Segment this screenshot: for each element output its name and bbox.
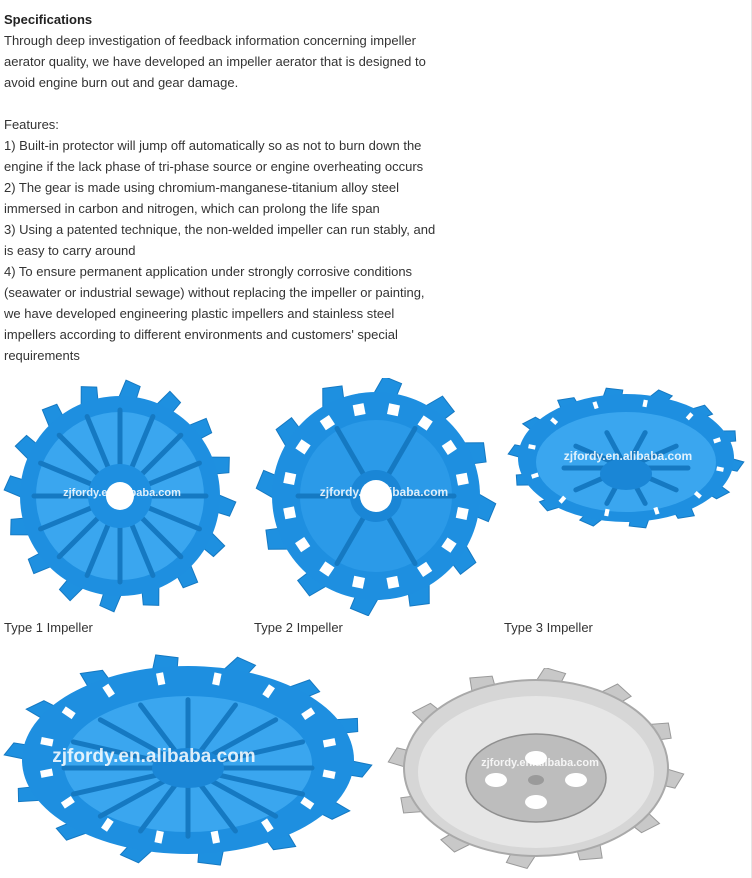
- type3-impeller-photo: [502, 378, 750, 546]
- spacer: [4, 93, 464, 114]
- specifications-section: [4, 9, 464, 366]
- feature-line: we have developed engineering plastic impellers and stainless steel: [4, 306, 395, 321]
- feature-line: 2) The gear is made using chromium-manganese-titanium alloy steel: [4, 180, 400, 195]
- features-label: Features:: [4, 117, 59, 132]
- type1-impeller-photo: [2, 378, 248, 616]
- watermark: zjfordy.en.alibaba.com: [319, 485, 449, 499]
- type1-caption: Type 1 Impeller: [4, 620, 93, 635]
- feature-line: (seawater or industrial sewage) without replacing the impeller or painting,: [4, 285, 425, 300]
- feature-line: engine if the lack phase of tri-phase source or engine overheating occurs: [4, 159, 424, 174]
- feature-line: 1) Built-in protector will jump off automatically so as not to burn down the: [4, 138, 422, 153]
- type2-impeller-photo: [252, 378, 500, 616]
- specifications-heading: Specifications: [4, 12, 93, 27]
- intro-line: avoid engine burn out and gear damage.: [4, 75, 239, 90]
- watermark: zjfordy.en.alibaba.com: [63, 487, 181, 499]
- intro-line: aerator quality, we have developed an impeller aerator that is designed to: [4, 54, 426, 69]
- intro-line: Through deep investigation of feedback information concerning impeller: [4, 33, 416, 48]
- large-plastic-impeller-photo: [2, 650, 376, 876]
- watermark: zjfordy.en.alibaba.com: [563, 449, 693, 463]
- feature-line: 4) To ensure permanent application under strongly corrosive conditions: [4, 264, 413, 279]
- type3-caption: Type 3 Impeller: [504, 620, 593, 635]
- feature-line: impellers according to different environments and customers' special: [4, 327, 398, 342]
- feature-line: 3) Using a patented technique, the non-welded impeller can run stably, and: [4, 222, 436, 237]
- stainless-steel-impeller-photo: [380, 668, 692, 876]
- feature-line: requirements: [4, 348, 80, 363]
- watermark: zjfordy.en.alibaba.com: [52, 746, 256, 767]
- feature-line: is easy to carry around: [4, 243, 136, 258]
- watermark: zjfordy.en.alibaba.com: [481, 757, 599, 769]
- type2-caption: Type 2 Impeller: [254, 620, 343, 635]
- feature-line: immersed in carbon and nitrogen, which can prolong the life span: [4, 201, 380, 216]
